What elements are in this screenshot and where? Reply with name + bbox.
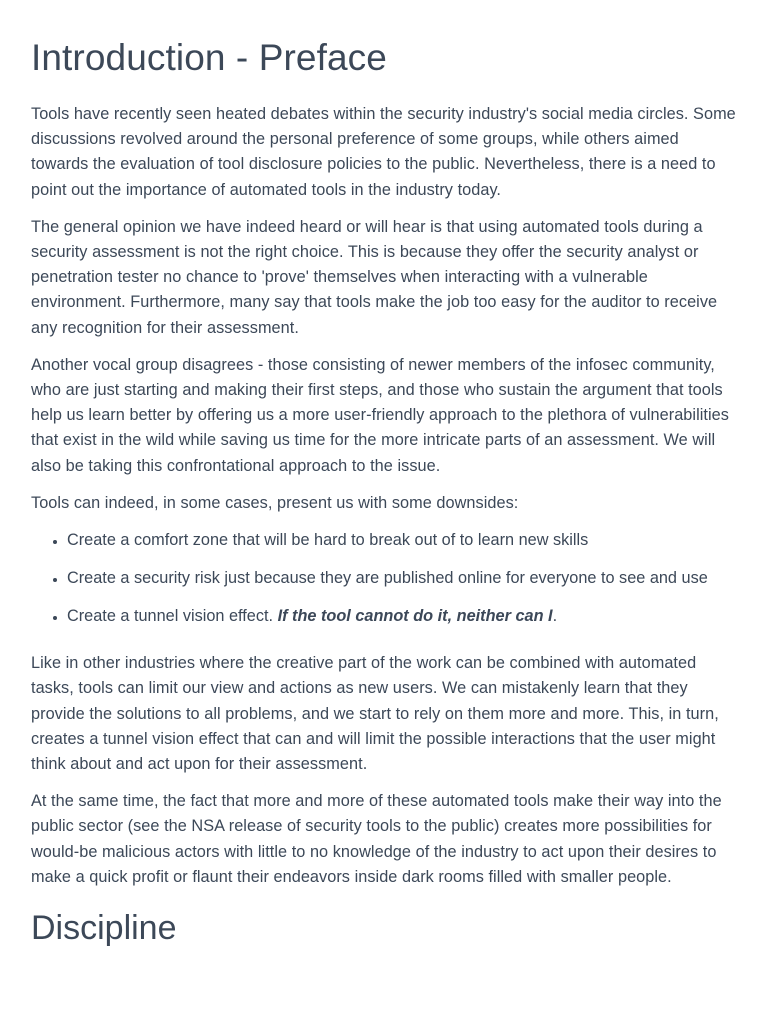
paragraph-vocal-group: Another vocal group disagrees - those consisting of newer members of the infosec community, who are just starting and making their first steps, and those who sustain the argument that tools help us learn better by offering us a more user-friendly approach to the plethora of vulnerabilities that exist in the wild while saving us time for the more intricate parts of an assessment. We will also be taking this confrontational approach to the issue.	[31, 355, 729, 475]
list-item-text: Create a tunnel vision effect.	[67, 607, 278, 626]
article-content	[31, 0, 738, 948]
paragraph-downsides-intro: Tools can indeed, in some cases, present us with some downsides:	[31, 493, 519, 512]
downsides-list	[31, 528, 738, 629]
paragraph-intro: Tools have recently seen heated debates within the security industry's social media circles. Some discussions revolved around the personal preference of some groups, while others aimed towards the evaluation of tool disclosure policies to the public. Nevertheless, there is a need to point out the importance of automated tools in the industry today.	[31, 105, 736, 199]
paragraph-other-industries: Like in other industries where the creative part of the work can be combined with automated tasks, tools can limit our view and actions as new users. We can mistakenly learn that they provide the solutions to all problems, and we start to rely on them more and more. This, in turn, creates a tunnel vision effect that can and will limit the possible interactions that the user might think about and act upon for their assessment.	[31, 654, 719, 774]
list-item	[67, 604, 738, 629]
list-item-suffix: .	[552, 607, 558, 626]
page-title: Introduction - Preface	[31, 37, 387, 78]
section-title-discipline: Discipline	[31, 909, 177, 948]
list-item: • Create a security risk just because they are published online for everyone to see and use	[67, 566, 738, 591]
paragraph-general-opinion: The general opinion we have indeed heard or will hear is that using automated tools during a security assessment is not the right choice. This is because they offer the security analyst or penetration tester no chance to 'prove' themselves when interacting with a vulnerable environment. Furthermore, many say that tools make the job too easy for the auditor to receive any recognition for their assessment.	[31, 217, 718, 337]
emphasized-quote: If the tool cannot do it, neither can I	[277, 607, 553, 626]
list-item: • Create a comfort zone that will be hard to break out of to learn new skills	[67, 528, 738, 553]
paragraph-public-sector: At the same time, the fact that more and more of these automated tools make their way into the public sector (see the NSA release of security tools to the public) creates more possibilities for would-be malicious actors with little to no knowledge of the industry to act upon their desires to make a quick profit or flaunt their endeavors inside dark rooms filled with smaller people.	[31, 792, 722, 886]
